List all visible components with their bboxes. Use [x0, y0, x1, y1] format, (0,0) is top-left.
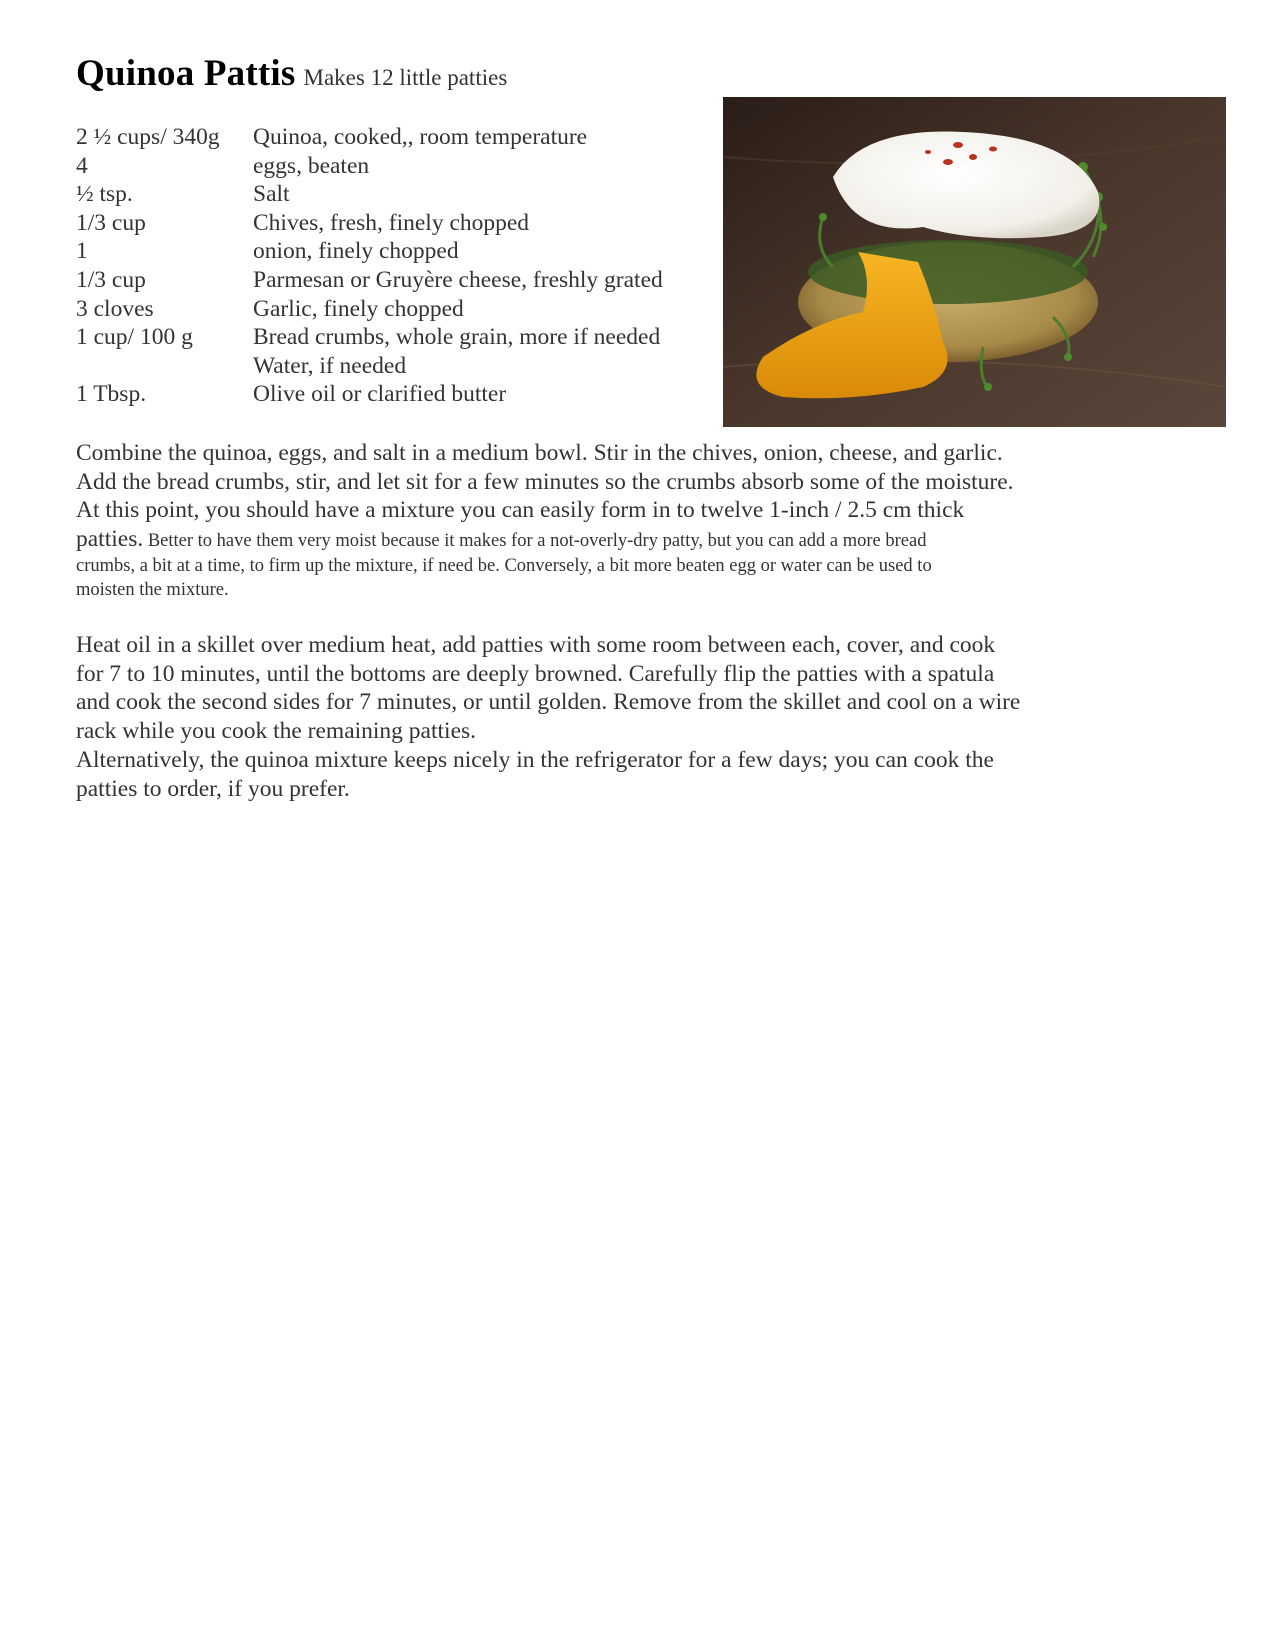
method-line: patties to order, if you prefer. — [76, 775, 350, 802]
ingredient-quantity: 3 cloves — [76, 295, 154, 322]
ingredient-quantity: 1 — [76, 238, 88, 265]
recipe-title: Quinoa Pattis — [76, 53, 296, 94]
poached-egg-patty-illustration — [723, 97, 1226, 427]
ingredient-quantity: ½ tsp. — [76, 181, 133, 208]
recipe-yield: Makes 12 little patties — [303, 65, 508, 90]
method-line: Alternatively, the quinoa mixture keeps nicely in the refrigerator for a few days; you can cook the — [76, 746, 994, 773]
ingredient-row — [76, 152, 716, 181]
ingredient-name: Salt — [253, 181, 290, 208]
ingredient-name: Water, if needed — [253, 352, 407, 379]
ingredient-name: Quinoa, cooked,, room temperature — [253, 124, 588, 150]
ingredient-row — [76, 352, 716, 381]
ingredient-name: Olive oil or clarified butter — [253, 381, 507, 408]
method-line: and cook the second sides for 7 minutes, or until golden. Remove from the skillet and cool on a wire — [76, 689, 1021, 716]
ingredient-name: Parmesan or Gruyère cheese, freshly grated — [253, 266, 663, 293]
method-note: Better to have them very moist because it makes for a not-overly-dry patty, but you can add a more bread — [143, 531, 927, 552]
ingredient-name: Garlic, finely chopped — [253, 295, 464, 322]
method-line: Heat oil in a skillet over medium heat, add patties with some room between each, cover, and cook — [76, 632, 996, 658]
ingredient-name: eggs, beaten — [253, 152, 370, 179]
ingredient-row — [76, 209, 716, 238]
ingredient-name: onion, finely chopped — [253, 238, 459, 265]
ingredient-row — [76, 323, 716, 352]
ingredient-quantity: 1/3 cup — [76, 209, 146, 236]
title-line — [76, 52, 507, 95]
ingredient-quantity: 1 cup/ 100 g — [76, 324, 193, 351]
method-text: patties. — [76, 526, 144, 553]
ingredient-row — [76, 237, 716, 266]
method-line: for 7 to 10 minutes, until the bottoms are deeply browned. Carefully flip the patties with a spatula — [76, 660, 995, 687]
ingredient-quantity: 1 Tbsp. — [76, 381, 147, 408]
ingredient-quantity: 2 ½ cups/ 340g — [76, 124, 220, 150]
ingredient-quantity: 4 — [76, 152, 88, 179]
ingredient-name: Bread crumbs, whole grain, more if needed — [253, 324, 661, 351]
method-line: rack while you cook the remaining patties. — [76, 718, 477, 745]
method-paragraph-1 — [76, 439, 1096, 603]
ingredient-quantity: 1/3 cup — [76, 266, 146, 293]
sprout-layer — [808, 240, 1088, 304]
method-line: Combine the quinoa, eggs, and salt in a medium bowl. Stir in the chives, onion, cheese, and garlic. — [76, 440, 1003, 466]
method-line-mixed — [76, 525, 1096, 554]
method-paragraph-2 — [76, 631, 1096, 803]
ingredient-row — [76, 123, 716, 152]
ingredient-list — [76, 123, 716, 409]
method-note-line: crumbs, a bit at a time, to firm up the mixture, if need be. Conversely, a bit more beaten egg or water can be used to — [76, 555, 932, 576]
ingredient-row — [76, 380, 716, 409]
method-note-line: moisten the mixture. — [76, 580, 229, 601]
ingredient-quantity — [76, 352, 253, 381]
recipe-photo — [723, 97, 1226, 427]
method-line: At this point, you should have a mixture you can easily form in to twelve 1-inch / 2.5 cm thick — [76, 497, 965, 524]
ingredient-row — [76, 180, 716, 209]
ingredient-row — [76, 295, 716, 324]
ingredient-name: Chives, fresh, finely chopped — [253, 209, 530, 236]
method-line: Add the bread crumbs, stir, and let sit for a few minutes so the crumbs absorb some of the moisture. — [76, 468, 1014, 495]
ingredient-row — [76, 266, 716, 295]
